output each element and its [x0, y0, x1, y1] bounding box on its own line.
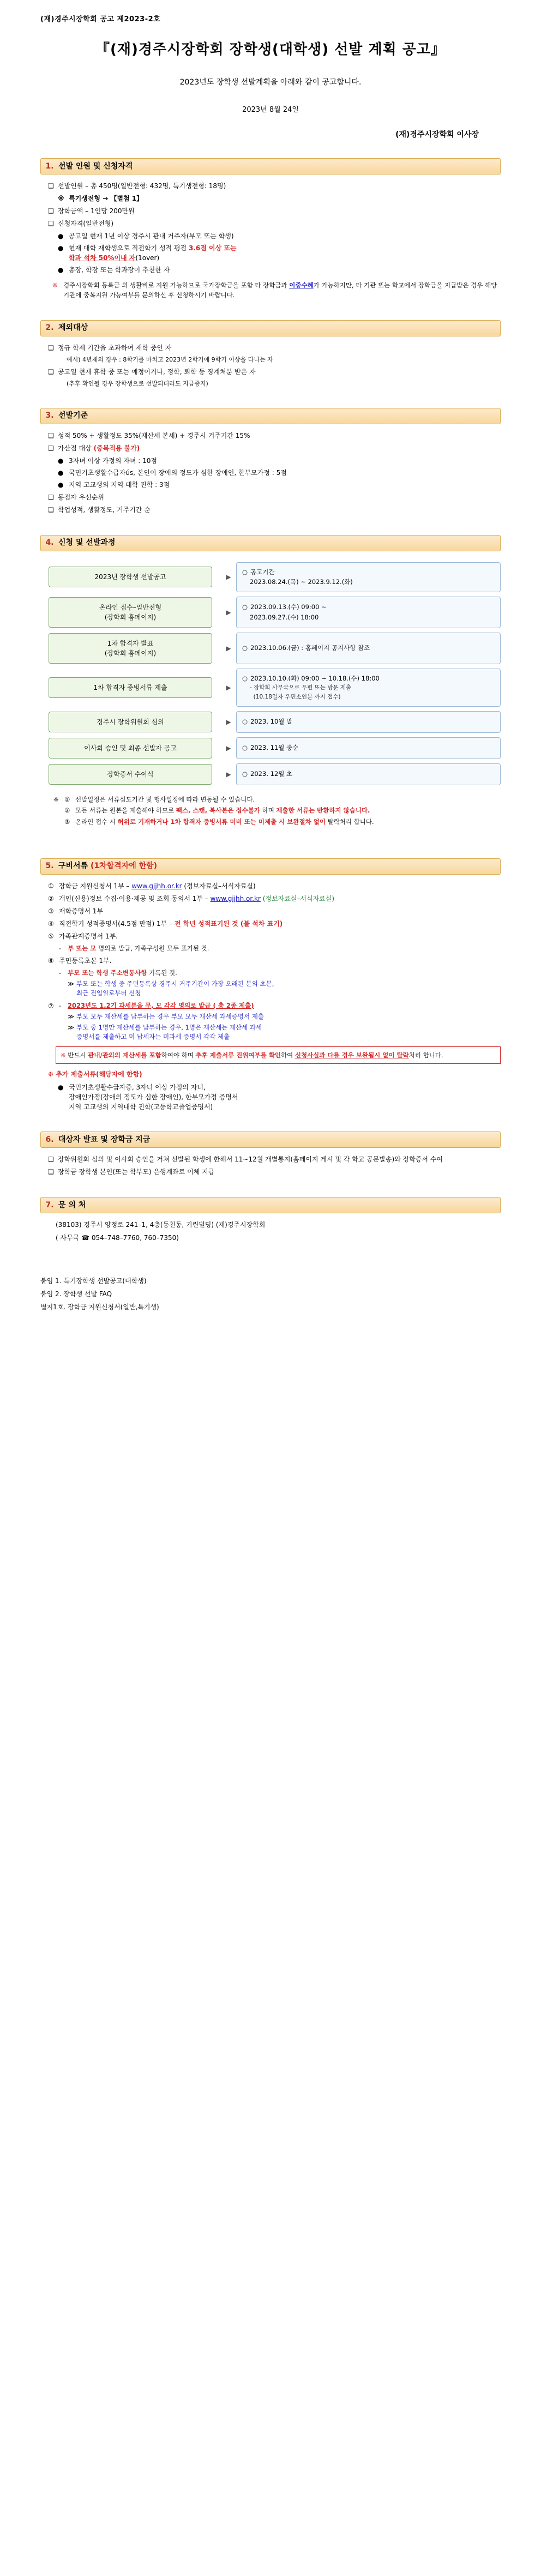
list-item: ❑ 장학금액 – 1인당 200만원: [48, 207, 135, 215]
contact-address: (38103) 경주시 양정로 241–1, 4층(동천동, 기린빌딩) (재)경주시장학회: [56, 1221, 266, 1229]
process-stage: 이사회 승인 및 최종 선발자 공고: [48, 737, 221, 759]
section-5-title-extra: (1차합격자에 한함): [90, 862, 158, 871]
square-bullet-icon: ❑: [48, 1155, 54, 1163]
section-1-header: [40, 158, 501, 174]
section-5: [40, 858, 501, 1126]
document-subtitle: 2023년도 장학생 선발계획을 아래와 같이 공고합니다.: [179, 77, 362, 87]
document-item: ⑤ 가족관계증명서 1부.: [48, 932, 118, 940]
process-stage: 1차 합격자 증빙서류 제출: [48, 669, 221, 707]
square-bullet-icon: ❑: [48, 505, 54, 514]
section-7-number: 7.: [45, 1200, 54, 1209]
warning-icon: ❈: [52, 281, 58, 289]
document-item: ② 개인(신용)정보 수집·이용·제공 및 조회 동의서 1부 – www.gjjhh.or.kr (정보자료실–서식자료실): [48, 894, 335, 902]
document-subitem: ≫ 부모 중 1명만 재산세를 납부하는 경우, 1명은 재산세는 재산세 과세 증명서를 제출하고 미 납세자는 미과세 증명서 각각 제출: [68, 1024, 262, 1041]
list-item: ❑ 학업성적, 생활정도, 거주기간 순: [48, 505, 151, 514]
attachment-item: 별지1호. 장학금 지원신청서(일반,특기생): [40, 1303, 159, 1311]
process-detail: ○ 2023.10.06.(금) : 홈페이지 공지사항 참조: [236, 633, 501, 664]
circle-marker-icon: ○: [242, 770, 248, 778]
section-7-title: 문 의 처: [58, 1200, 86, 1209]
section-2-header: [40, 320, 501, 336]
list-item: ❑ 장학금 장학생 본인(또는 학부모) 은행계좌로 이체 지급: [48, 1168, 215, 1176]
section-4: [40, 535, 501, 853]
document-item: ① 장학금 지원신청서 1부 – www.gjjhh.or.kr (정보자료실–서식자료실): [48, 882, 256, 890]
process-stage: 1차 합격자 발표 (장학회 홈페이지): [48, 633, 221, 664]
attachments-list: [40, 1274, 501, 1314]
circle-marker-icon: ○: [242, 644, 248, 652]
section-3-header: [40, 408, 501, 424]
attachment-item: 붙임 1. 특기장학생 선발공고(대학생): [40, 1277, 147, 1285]
asterisk-icon: ❈: [53, 795, 59, 803]
table-row: [48, 763, 501, 785]
circle-bullet-icon: ●: [58, 468, 64, 477]
square-bullet-icon: ❑: [48, 207, 54, 215]
document-subitem: ≫ 부모 또는 학생 중 주민등록상 경주시 거주기간이 가장 오래된 분의 초본, 최근 전입일로부터 신청: [68, 980, 274, 997]
process-stage: 2023년 장학생 선발공고: [48, 562, 221, 592]
process-remarks: [53, 794, 501, 828]
document-item: ④ 직전학기 성적증명서(4.5점 만점) 1부 – 전 학년 성적표기된 것 (불 석차 표기): [48, 919, 283, 928]
arrow-icon: ▶: [226, 744, 231, 752]
section-5-header: [40, 858, 501, 875]
section-1-number: 1.: [45, 161, 54, 171]
square-bullet-icon: ❑: [48, 182, 54, 190]
circle-bullet-icon: ●: [58, 232, 64, 240]
list-item: ※ 특기생전형 → 【별첨 1】: [58, 195, 143, 202]
section-2-title: 제외대상: [58, 323, 88, 333]
remark-item: ② 모든 서류는 원본을 제출해야 하므로 팩스, 스캔, 복사본은 접수불가 하며 제출한 서류는 반환하지 않습니다.: [64, 806, 370, 815]
page-title: 『(재)경주시장학회 장학생(대학생) 선발 계획 공고』: [95, 41, 446, 58]
asterisk-bullet-icon: ※: [58, 195, 64, 202]
circle-marker-icon: ○: [242, 568, 248, 576]
section-1-callout: [52, 280, 501, 300]
section-1-body: [40, 181, 501, 315]
additional-documents-title: ❉ 추가 제출서류(해당자에 한함): [48, 1070, 142, 1078]
circle-marker-icon: ○: [242, 718, 248, 726]
list-item: ❑ 성적 50% + 생활정도 35%(재산세 본세) + 경주시 거주기간 15%: [48, 431, 250, 440]
section-2-body: [40, 343, 501, 402]
document-subitem: - 부모 또는 학생 주소변동사항 기록된 것.: [59, 968, 177, 977]
circle-bullet-icon: ●: [58, 1084, 64, 1091]
section-5-body: ① 장학금 지원신청서 1부 – www.gjjhh.or.kr (정보자료실–서식자료실) ② 개인(신용)정보 수집·이용·제공 및 조회 동의서 1부 – www.gjjhh.or.kr (정보자료실–서식자료실) ③ 재학증명서 1부 ④ 직전학기 성적증명서(4.5점 만점) 1부 – 전 학년 성적표기된 것 (불 석차 표기) ⑤ 가족관계증명서 1부. - 부 또는 모 명의로 발급, 가족구성원 모두 표기된 것. ⑥ 주민등록초본 1부. - 부모 또는 학생 주소변동사항 기록된 것. ≫ 부모 또는 학생 중 주민등록상 경주시 거주기간이 가장 오래된 분의 초본, 최근 전입일로부터 신청 ⑦ - 2023년도 1.2기 과세분을 무, 모 각각 명의로 발급 ( 총 2종 제출) ≫ 부모 모두 재산세를 납부하는 경우 부모 모두 재산세 과세증명서 제출 ≫ 부모 중 1명만 재산세를 납부하는 경우, 1명은 재산세는 재산세 과세 증명서를 제출하고 미 납세자는 미과세 증명서 각각 제출 ❈ 반드시 관내/관외의 재산세를 포함하여야 하며 추후 제출서류 진위여부를 확인하여 신청사실과 다를 경우 보완됨시 없이 탈락처리 합니다. ❉ 추가 제출서류(해당자에 한함) ● 국민기초생활수급자증, 3자녀 이상 가정의 자녀, 장애인가정(장애의 정도가 심한 장애인), 한부모가정 증명서 지역 고교생의 지역대학 진학(고등학교졸업증명서): [40, 881, 501, 1126]
list-item: ❑ 정규 학제 기간을 초과하여 재학 중인 자: [48, 344, 172, 352]
section-4-body: [40, 558, 501, 853]
square-bullet-icon: ❑: [48, 431, 54, 440]
square-bullet-icon: ❑: [48, 493, 54, 501]
list-item: ● 3자녀 이상 가정의 자녀 : 10점: [58, 456, 157, 465]
section-5-number: 5.: [45, 862, 54, 871]
section-6-body: [40, 1154, 501, 1191]
list-item: ❑ 신청자격(일반전형): [48, 220, 114, 227]
circle-marker-icon: ○: [242, 674, 248, 682]
list-item: ● 국민기초생활수급자증, 3자녀 이상 가정의 자녀, 장애인가정(장애의 정도가 심한 장애인), 한부모가정 증명서 지역 고교생의 지역대학 진학(고등학교졸업증명서): [58, 1084, 238, 1111]
example-note: (추후 확인될 경우 장학생으로 선발되더라도 지급중지): [67, 380, 208, 388]
circle-bullet-icon: ●: [58, 456, 64, 465]
list-item: ❑ 공고일 현재 휴학 중 또는 예정이거나, 정학, 퇴학 등 징계처분 받은 자: [48, 368, 256, 376]
remark-item: ① 선발일정은 서류심도기간 및 행사일정에 따라 변동될 수 있습니다.: [64, 795, 255, 803]
section-6-number: 6.: [45, 1135, 54, 1144]
list-item: ❑ 선발인원 – 총 450명(일반전형: 432명, 특기생전형: 18명): [48, 182, 226, 190]
section-7: [40, 1197, 501, 1258]
circle-bullet-icon: ●: [58, 266, 64, 274]
process-detail: ○ 공고기간 2023.08.24.(목) ~ 2023.9.12.(화): [236, 562, 501, 592]
list-item: [48, 443, 501, 453]
document-item: ③ 재학증명서 1부: [48, 907, 104, 915]
circle-bullet-icon: ●: [58, 244, 64, 252]
section-7-header: [40, 1197, 501, 1213]
process-stage: 경주시 장학위원회 심의: [48, 711, 221, 733]
list-item: ❑ 장학위원회 심의 및 이사회 승인을 거쳐 선발된 학생에 한해서 11~12월 개별통지(홈페이지 게시 및 각 학교 공문발송)와 장학증서 수여: [48, 1155, 443, 1163]
remark-item: ③ 온라인 접수 시 허위로 기재하거나 1차 합격자 증빙서류 미비 또는 미제출 시 보완절차 없이 탈락처리 합니다.: [64, 817, 374, 826]
process-stage: 장학증서 수여식: [48, 763, 221, 785]
document-number: (재)경주시장학회 공고 제2023-2호: [40, 15, 161, 23]
example-note: 예시) 4년제의 경우 : 8학기를 마치고 2023년 2학기에 9학기 이상을 다니는 자: [67, 356, 273, 363]
process-stage: 온라인 접수–일반전형 (장학회 홈페이지): [48, 597, 221, 628]
square-bullet-icon: ❑: [48, 344, 54, 352]
contact-phone: ( 사무국 ☎ 054–748–7760, 760–7350): [56, 1234, 179, 1242]
process-detail: ○ 2023. 12월 초: [236, 763, 501, 785]
table-row: [48, 669, 501, 707]
document-subitem: - 2023년도 1.2기 과세분을 무, 모 각각 명의로 발급 ( 총 2종 제출): [59, 1001, 254, 1009]
section-4-header: [40, 535, 501, 551]
square-bullet-icon: ❑: [48, 1168, 54, 1176]
arrow-icon: ▶: [226, 608, 231, 616]
table-row: [48, 562, 501, 592]
list-item: ● 공고일 현재 1년 이상 경주시 관내 거주자(부모 또는 학생): [58, 232, 234, 240]
table-row: [48, 597, 501, 628]
section-1-title: 선발 인원 및 신청자격: [58, 161, 133, 171]
square-bullet-icon: ❑: [48, 220, 54, 227]
list-item: ● 지역 고교생의 지역 대학 진학 : 3점: [58, 480, 170, 489]
arrow-icon: ▶: [226, 683, 231, 691]
section-7-body: [40, 1220, 501, 1258]
process-subnote: - 장학회 사무국으로 우편 또는 방문 제출 (10.18일자 우편소인분 까지 접수): [250, 684, 352, 700]
section-3-number: 3.: [45, 411, 54, 420]
list-item: ● 총장, 학장 또는 학과장이 추천한 자: [58, 266, 170, 274]
document-date: 2023년 8월 24일: [242, 105, 299, 114]
arrow-icon: ▶: [226, 718, 231, 726]
table-row: [48, 737, 501, 759]
section-4-number: 4.: [45, 538, 54, 547]
process-detail: ○ 2023.10.10.(화) 09:00 ~ 10.18.(수) 18:00 - 장학회 사무국으로 우편 또는 방문 제출 (10.18일자 우편소인분 까지 접수): [236, 669, 501, 707]
square-bullet-icon: ❑: [48, 444, 54, 452]
process-detail: ○ 2023. 10월 말: [236, 711, 501, 733]
arrow-icon: ▶: [226, 644, 231, 652]
section-3-title: 선발기준: [58, 411, 88, 420]
process-detail: ○ 2023. 11월 중순: [236, 737, 501, 759]
square-bullet-icon: ❑: [48, 368, 54, 376]
process-table: [48, 558, 501, 790]
document-subitem: ≫ 부모 모두 재산세를 납부하는 경우 부모 모두 재산세 과세증명서 제출: [68, 1012, 264, 1020]
section-4-title: 신청 및 선발과정: [58, 538, 116, 547]
section-2-number: 2.: [45, 323, 54, 333]
circle-marker-icon: ○: [242, 744, 248, 752]
section-2: [40, 320, 501, 402]
arrow-icon: ▶: [226, 573, 231, 581]
warning-icon: ❈: [61, 1051, 66, 1059]
table-row: [48, 633, 501, 664]
section-6: [40, 1131, 501, 1191]
callout-text: 경주시장학회 등록금 외 생활비로 지원 가능하므로 국가장학금을 포함 타 장학금과 이중수혜가 가능하지만, 타 기관 또는 학교에서 장학금을 지급받은 경우 해당기관에 중복지원 가능여부를 문의하신 후 신청하시기 바랍니다.: [63, 281, 497, 299]
list-item: ❑ 동점자 우선순위: [48, 493, 104, 501]
list-item: [58, 243, 501, 263]
document-subitem: - 부 또는 모 명의로 발급, 가족구성원 모두 표기된 것.: [59, 944, 209, 952]
arrow-icon: ▶: [226, 770, 231, 778]
table-row: [48, 711, 501, 733]
attachment-item: 붙임 2. 장학생 선발 FAQ: [40, 1290, 112, 1298]
section-1: [40, 158, 501, 315]
bonus-points-label: 가산점 대상 (중복적용 불가): [58, 444, 140, 452]
list-item: ● 국민기초생활수급자ús, 본인이 장애의 정도가 심한 장애인, 한부모가정 : 5점: [58, 468, 287, 477]
eligibility-grade-text: 현재 대학 재학생으로 직전학기 성적 평점 3.6점 이상 또는 학과 석차 50%이내 자(1over): [69, 244, 237, 262]
circle-bullet-icon: ●: [58, 480, 64, 489]
document-signer: (재)경주시장학회 이사장: [395, 130, 479, 139]
section-6-header: [40, 1131, 501, 1148]
circle-marker-icon: ○: [242, 603, 248, 611]
section-5-title: 구비서류 (1차합격자에 한함): [58, 862, 158, 871]
section-3: [40, 408, 501, 529]
section-6-title: 대상자 발표 및 장학금 지급: [58, 1135, 151, 1144]
process-detail: ○ 2023.09.13.(수) 09:00 ~ 2023.09.27.(수) 18:00: [236, 597, 501, 628]
document-item: ⑥ 주민등록초본 1부.: [48, 956, 112, 965]
requirement-warning-box: ❈ 반드시 관내/관외의 재산세를 포함하여야 하며 추후 제출서류 진위여부를 확인하여 신청사실과 다를 경우 보완됨시 없이 탈락처리 합니다.: [56, 1046, 501, 1064]
section-3-body: [40, 431, 501, 529]
